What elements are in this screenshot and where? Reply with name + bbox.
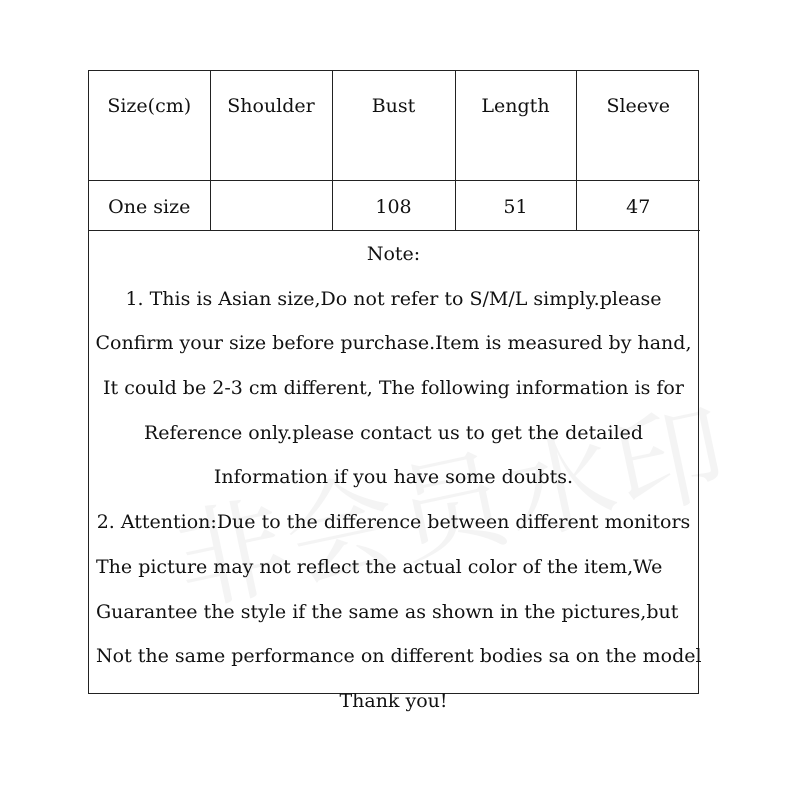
- header-shoulder: Shoulder: [210, 71, 332, 181]
- note-line: Information if you have some doubts.: [213, 466, 574, 489]
- note-line: The picture may not reflect the actual color of the item,We: [96, 555, 663, 578]
- size-chart-frame: [88, 70, 702, 712]
- note-line: It could be 2-3 cm different, The following information is for: [103, 377, 684, 400]
- note-line: Confirm your size before purchase.Item is measured by hand,: [95, 332, 692, 355]
- cell-length: 51: [455, 181, 576, 231]
- header-size: Size(cm): [89, 71, 210, 181]
- cell-size: One size: [89, 181, 210, 231]
- header-length: Length: [455, 71, 576, 181]
- note-line: 2. Attention:Due to the difference between different monitors: [96, 511, 691, 534]
- note-line: Reference only.please contact us to get the detailed: [143, 421, 644, 444]
- table-header-row: [89, 71, 700, 181]
- header-bust: Bust: [332, 71, 455, 181]
- cell-shoulder: [210, 181, 332, 231]
- header-sleeve: Sleeve: [576, 71, 700, 181]
- note-line: Not the same performance on different bodies sa on the model: [96, 645, 702, 668]
- note-thanks: Thank you!: [339, 689, 448, 712]
- note-title: Note:: [366, 243, 421, 265]
- note-line: Guarantee the style if the same as shown in the pictures,but: [96, 600, 679, 623]
- note-line: 1. This is Asian size,Do not refer to S/M/L simply.please: [125, 287, 662, 310]
- note-box: [89, 231, 702, 731]
- cell-bust: 108: [332, 181, 455, 231]
- size-table: [89, 71, 700, 231]
- cell-sleeve: 47: [576, 181, 700, 231]
- table-row: [89, 181, 700, 231]
